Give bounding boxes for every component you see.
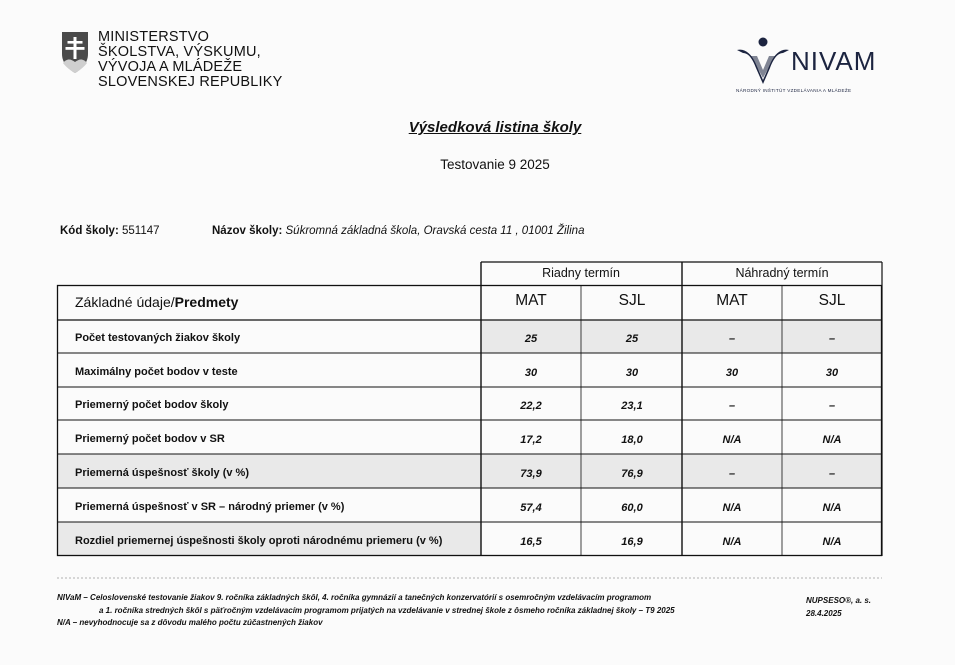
table-cell: N/A [722, 536, 742, 548]
document-subtitle: Testovanie 9 2025 [440, 157, 550, 172]
row-label: Počet testovaných žiakov školy [75, 332, 241, 344]
table-cell: – [828, 468, 836, 480]
table-cell: 57,4 [520, 502, 542, 514]
table-cell: 22,2 [520, 400, 542, 412]
table-cell: N/A [822, 536, 842, 548]
table-cell: – [828, 333, 836, 345]
table-cell: 30 [825, 367, 839, 379]
school-code-value: 551147 [122, 225, 160, 237]
document-title: Výsledková listina školy [408, 119, 582, 136]
table-cell: 18,0 [621, 434, 643, 446]
table-cell: N/A [722, 434, 742, 446]
ministry-line: SLOVENSKEJ REPUBLIKY [98, 74, 283, 90]
table-cell: 76,9 [621, 468, 643, 480]
row-label: Priemerná úspešnosť v SR – národný priemer (v %) [75, 501, 345, 513]
table-cell: 30 [625, 367, 639, 379]
row-label: Rozdiel priemernej úspešnosti školy oproti národnému priemeru (v %) [75, 535, 443, 547]
row-label: Maximálny počet bodov v teste [75, 366, 238, 378]
corner-label-bold: Predmety [174, 294, 239, 310]
footer-line: a 1. ročníka stredných škôl s päťročným vzdelávacím programom prijatých na vzdelávanie v strednej škole z ôsmeho ročníka základnej školy – T9 2025 [99, 605, 675, 615]
school-name-value: Súkromná základná škola, Oravská cesta 11 , 01001 Žilina [285, 225, 585, 237]
table-cell: – [728, 468, 736, 480]
term-regular: Riadny termín [542, 266, 620, 280]
table-cell: 16,5 [520, 536, 542, 548]
table-cell: 16,9 [621, 536, 643, 548]
subject-header: SJL [818, 292, 846, 309]
table-cell: 30 [524, 367, 538, 379]
corner-label [75, 294, 238, 310]
ministry-line: VÝVOJA A MLÁDEŽE [98, 59, 243, 75]
table-cell: 23,1 [621, 400, 643, 412]
table-cell: N/A [822, 434, 842, 446]
term-replacement: Náhradný termín [735, 266, 829, 280]
school-code-label: Kód školy: [60, 225, 119, 237]
subject-header: SJL [618, 292, 646, 309]
table-cell: 73,9 [520, 468, 542, 480]
subject-header: MAT [515, 292, 547, 309]
subject-header: MAT [716, 292, 748, 309]
table-cell: N/A [822, 502, 842, 514]
row-label: Priemerná úspešnosť školy (v %) [75, 467, 250, 479]
footer-meta [806, 594, 871, 620]
table-cell: – [728, 400, 736, 412]
school-name-label: Názov školy: [212, 225, 283, 237]
corner-label-prefix: Základné údaje/ [75, 294, 175, 310]
table-cell: 17,2 [520, 434, 542, 446]
footer-date: 28.4.2025 [806, 609, 842, 618]
nivam-name: NIVAM [791, 46, 877, 76]
table-cell: N/A [722, 502, 742, 514]
table-cell: – [828, 400, 836, 412]
row-label: Priemerný počet bodov školy [75, 399, 229, 411]
footer-company: NUPSESO®, a. s. [806, 596, 872, 605]
table-cell: 60,0 [621, 502, 643, 514]
table-cell: 30 [725, 367, 739, 379]
nivam-subtitle: NÁRODNÝ INŠTITÚT VZDELÁVANIA A MLÁDEŽE [736, 88, 852, 93]
footer-line: NIVaM – Celoslovenské testovanie žiakov 9. ročníka základných škôl, 4. ročníka gymnázií a tanečných konzervatórií s osemročným vzdelávacím programom [57, 593, 652, 602]
footer-line: N/A – nevyhodnocuje sa z dôvodu malého počtu zúčastnených žiakov [57, 618, 323, 627]
table-cell: – [728, 333, 736, 345]
footer-notes [57, 592, 675, 630]
row-label: Priemerný počet bodov v SR [75, 433, 225, 445]
ministry-line: MINISTERSTVO [98, 29, 210, 45]
table-cell: 25 [524, 333, 538, 345]
ministry-line: ŠKOLSTVA, VÝSKUMU, [98, 44, 261, 60]
table-cell: 25 [625, 333, 639, 345]
